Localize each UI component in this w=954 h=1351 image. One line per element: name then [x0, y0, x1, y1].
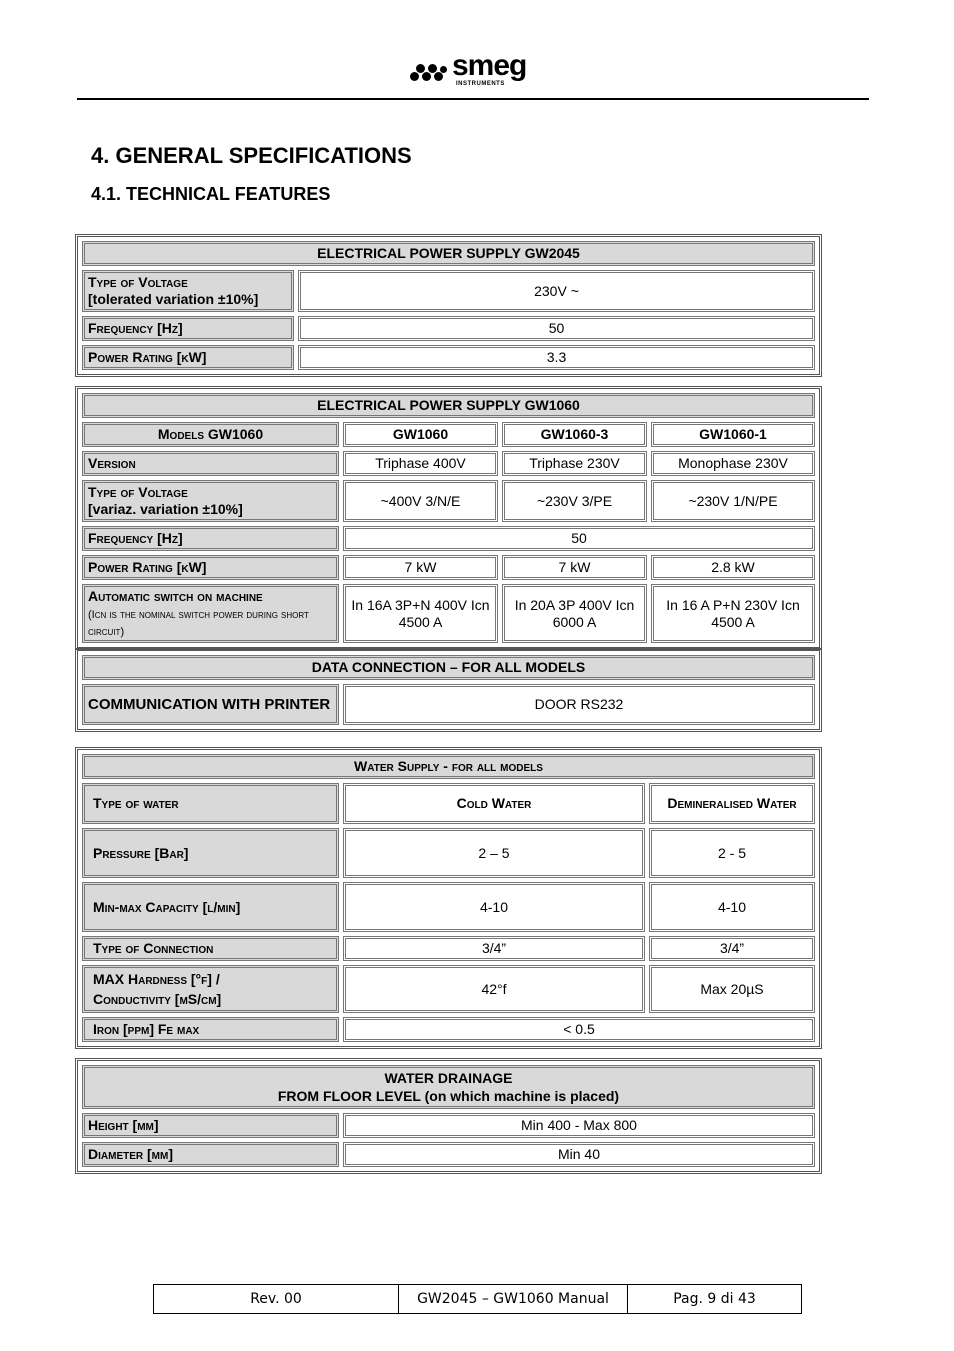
voltage-value: ~230V 3/PE	[502, 480, 647, 522]
page-footer	[153, 1284, 802, 1314]
version-label: Version	[82, 451, 339, 476]
switch-sub: (Icn is the nominal switch power during short circuit)	[88, 609, 309, 638]
switch-label-cell	[82, 584, 339, 643]
version-value: Monophase 230V	[651, 451, 815, 476]
hardness-cold: 42°f	[343, 965, 645, 1013]
power-label: Power Rating [kW]	[82, 555, 339, 580]
cold-water-header: Cold Water	[343, 783, 645, 824]
hardness-label-cell	[82, 965, 339, 1013]
power-value: 3.3	[298, 345, 815, 370]
table-title-cell	[82, 1065, 815, 1109]
iron-value: < 0.5	[343, 1017, 815, 1042]
logo-subtitle: INSTRUMENTS	[456, 81, 505, 87]
hardness-demin: Max 20µS	[649, 965, 815, 1013]
voltage-label: Type of Voltage	[88, 484, 188, 500]
table-title: ELECTRICAL POWER SUPPLY GW2045	[82, 241, 815, 266]
voltage-value: ~230V 1/N/PE	[651, 480, 815, 522]
model-name: GW1060-3	[502, 422, 647, 447]
page-number: Pag. 9 di 43	[673, 1291, 756, 1307]
switch-value: In 16A 3P+N 400V Icn 4500 A	[343, 584, 498, 643]
connection-demin: 3/4”	[649, 936, 815, 961]
models-label: Models GW1060	[82, 422, 339, 447]
frequency-label: Frequency [Hz]	[82, 316, 294, 341]
height-value: Min 400 - Max 800	[343, 1113, 815, 1138]
switch-label: Automatic switch on machine	[88, 588, 263, 604]
model-name: GW1060-1	[651, 422, 815, 447]
pressure-label: Pressure [Bar]	[82, 828, 339, 878]
power-label: Power Rating [kW]	[82, 345, 294, 370]
water-drainage-table	[75, 1058, 822, 1174]
drainage-subtitle: FROM FLOOR LEVEL (on which machine is placed)	[277, 1088, 620, 1104]
drainage-title: WATER DRAINAGE	[384, 1070, 513, 1086]
communication-value: DOOR RS232	[343, 684, 815, 725]
power-value: 7 kW	[343, 555, 498, 580]
subsection-title: 4.1. TECHNICAL FEATURES	[91, 184, 331, 204]
section-title: 4. GENERAL SPECIFICATIONS	[91, 143, 412, 168]
conductivity-label: Conductivity [µS/cm]	[93, 991, 222, 1007]
smeg-logo	[410, 49, 540, 91]
water-supply-table	[75, 747, 822, 1049]
pressure-demin: 2 - 5	[649, 828, 815, 878]
pressure-cold: 2 – 5	[343, 828, 645, 878]
version-value: Triphase 400V	[343, 451, 498, 476]
power-supply-gw2045-table	[75, 234, 822, 377]
diameter-label: Diameter [mm]	[82, 1142, 339, 1167]
water-type-label: Type of water	[82, 783, 339, 824]
capacity-cold: 4-10	[343, 882, 645, 932]
manual-title: GW2045 – GW1060 Manual	[399, 1285, 628, 1313]
model-name: GW1060	[343, 422, 498, 447]
power-value: 2.8 kW	[651, 555, 815, 580]
voltage-sub: [tolerated variation ±10%]	[88, 291, 259, 307]
capacity-label: Min-max Capacity [l/min]	[82, 882, 339, 932]
table-title: Water Supply - for all models	[82, 754, 815, 779]
connection-cold: 3/4”	[343, 936, 645, 961]
voltage-label: Type of Voltage	[88, 274, 188, 290]
connection-label: Type of Connection	[82, 936, 339, 961]
frequency-value: 50	[343, 526, 815, 551]
switch-value: In 20A 3P 400V Icn 6000 A	[502, 584, 647, 643]
diameter-value: Min 40	[343, 1142, 815, 1167]
power-supply-gw1060-table	[75, 386, 822, 650]
frequency-value: 50	[298, 316, 815, 341]
table-title: DATA CONNECTION – FOR ALL MODELS	[82, 655, 815, 680]
revision: Rev. 00	[154, 1285, 399, 1313]
voltage-label-cell	[82, 480, 339, 522]
communication-label: COMMUNICATION WITH PRINTER	[82, 684, 339, 725]
version-value: Triphase 230V	[502, 451, 647, 476]
voltage-value: ~400V 3/N/E	[343, 480, 498, 522]
voltage-label-cell	[82, 270, 294, 312]
logo-word: smeg	[452, 49, 527, 82]
data-connection-table	[75, 648, 822, 732]
voltage-value: 230V ~	[298, 270, 815, 312]
header-divider	[77, 98, 869, 100]
table-title: ELECTRICAL POWER SUPPLY GW1060	[82, 393, 815, 418]
iron-label: Iron [ppm] Fe max	[82, 1017, 339, 1042]
power-value: 7 kW	[502, 555, 647, 580]
demineralised-water-header: Demineralised Water	[649, 783, 815, 824]
capacity-demin: 4-10	[649, 882, 815, 932]
voltage-sub: [variaz. variation ±10%]	[88, 501, 243, 517]
frequency-label: Frequency [Hz]	[82, 526, 339, 551]
hardness-label: MAX Hardness [°f] /	[93, 971, 220, 987]
switch-value: In 16 A P+N 230V Icn 4500 A	[651, 584, 815, 643]
height-label: Height [mm]	[82, 1113, 339, 1138]
